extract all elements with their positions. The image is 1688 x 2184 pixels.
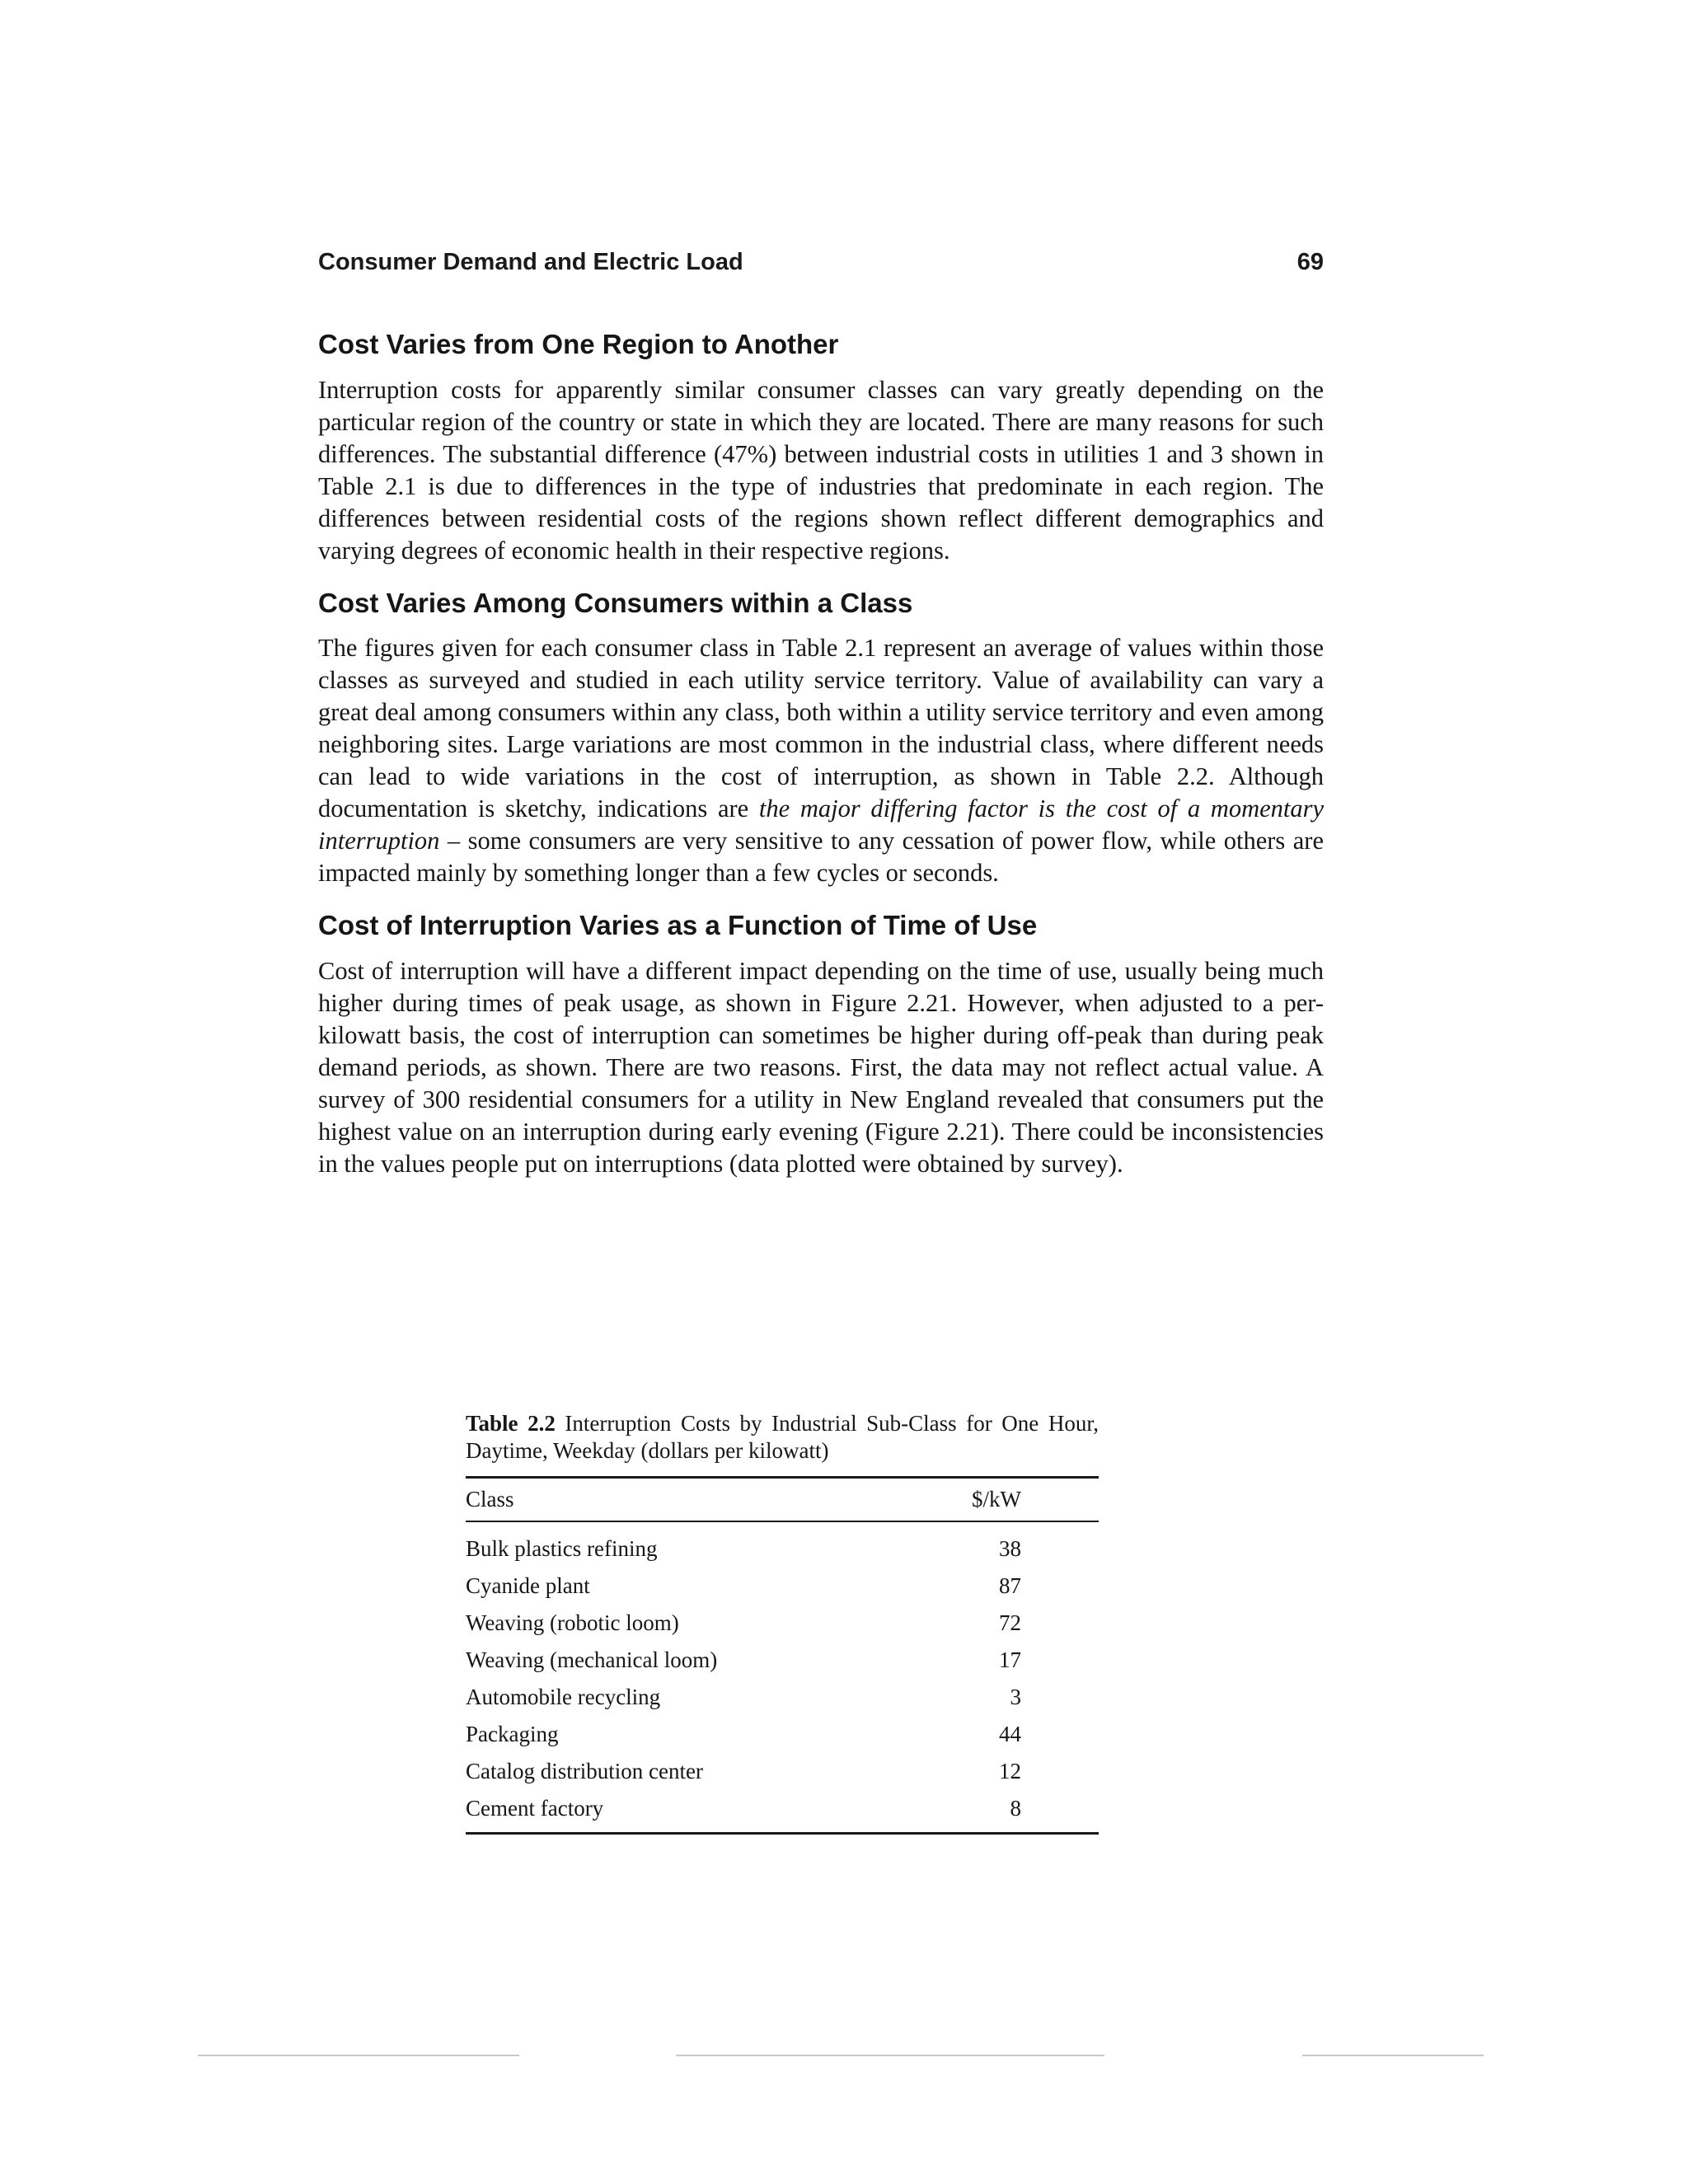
cost-cell: 8: [1010, 1796, 1021, 1821]
table-row: [466, 1716, 1099, 1753]
page-number: 69: [1296, 249, 1324, 275]
section-time-of-use-cost: [318, 909, 1324, 1180]
section-class-cost: [318, 587, 1324, 890]
table-caption-text: Interruption Costs by Industrial Sub-Class for One Hour, Daytime, Weekday (dollars per kilowatt): [466, 1411, 1099, 1463]
scan-artifact-line: [1302, 2055, 1484, 2056]
table-caption-label: Table 2.2: [466, 1411, 556, 1436]
table-row: [466, 1605, 1099, 1642]
table-caption: [466, 1410, 1099, 1465]
section-heading: Cost Varies Among Consumers within a Class: [318, 587, 913, 618]
column-header-class: Class: [466, 1478, 886, 1522]
interruption-cost-table: [466, 1476, 1099, 1835]
scan-artifact-line: [676, 2055, 1104, 2056]
cost-cell: 44: [999, 1722, 1021, 1746]
cost-cell: 72: [999, 1610, 1021, 1635]
class-cell: Cement factory: [466, 1796, 604, 1821]
section-heading: Cost of Interruption Varies as a Function of Time of Use: [318, 910, 1038, 941]
class-cell: Catalog distribution center: [466, 1759, 703, 1783]
table-2-2: [466, 1410, 1099, 1835]
table-row: [466, 1790, 1099, 1834]
table-row: [466, 1568, 1099, 1605]
cost-cell: 12: [999, 1759, 1021, 1783]
main-content: [318, 328, 1324, 1200]
body-paragraph: Interruption costs for apparently similar consumer classes can vary greatly depending on the particular region of the country or state in which they are located. There are many reasons for such differences. The substantial difference (47%) between industrial costs in utilities 1 and 3 shown in Table 2.1 is due to differences in the type of industries that predominate in each region. The differences between residential costs of the regions shown reflect different demographics and varying degrees of economic health in their respective regions.: [318, 375, 1324, 565]
paragraph-text: – some consumers are very sensitive to any cessation of power flow, while others are impacted mainly by something longer than a few cycles or seconds.: [318, 827, 1324, 888]
class-cell: Automobile recycling: [466, 1685, 661, 1709]
scan-artifact-line: [198, 2055, 519, 2056]
table-row: [466, 1679, 1099, 1716]
class-cell: Weaving (robotic loom): [466, 1610, 679, 1635]
cost-cell: 87: [999, 1573, 1021, 1598]
class-cell: Bulk plastics refining: [466, 1536, 658, 1561]
body-paragraph: Cost of interruption will have a different impact depending on the time of use, usually being much higher during times of peak usage, as shown in Figure 2.21. However, when adjusted to a per-kilowatt basis, the cost of interruption can sometimes be higher during off-peak than during peak demand periods, as shown. There are two reasons. First, the data may not reflect actual value. A survey of 300 residential consumers for a utility in New England revealed that consumers put the highest value on an interruption during early evening (Figure 2.21). There could be inconsistencies in the values people put on interruptions (data plotted were obtained by survey).: [318, 956, 1324, 1178]
class-cell: Packaging: [466, 1722, 559, 1746]
class-cell: Cyanide plant: [466, 1573, 590, 1598]
section-region-cost: [318, 328, 1324, 567]
table-row: [466, 1521, 1099, 1568]
page-header: [318, 249, 1324, 276]
body-paragraph: [318, 632, 1324, 889]
running-title: Consumer Demand and Electric Load: [318, 249, 743, 275]
table-row: [466, 1642, 1099, 1679]
cost-cell: 17: [999, 1647, 1021, 1672]
emphasized-text: the major differing factor is the cost of a momentary interruption: [318, 794, 1325, 855]
cost-cell: 38: [999, 1536, 1021, 1561]
class-cell: Weaving (mechanical loom): [466, 1647, 718, 1672]
paragraph-text: The figures given for each consumer class in Table 2.1 represent an average of values within those classes as surveyed and studied in each utility service territory. Value of availability can vary a great deal among consumers within any class, both within a utility service territory and even among neighboring sites. Large variations are most common in the industrial class, where different needs can lead to wide variations in the cost of interruption, as shown in Table 2.2. Although documentation is sketchy, indications are: [318, 634, 1324, 823]
section-heading: Cost Varies from One Region to Another: [318, 329, 839, 359]
table-row: [466, 1753, 1099, 1790]
cost-cell: 3: [1010, 1685, 1021, 1709]
table-header-row: [466, 1478, 1099, 1522]
column-header-cost: $/kW: [886, 1478, 1099, 1522]
